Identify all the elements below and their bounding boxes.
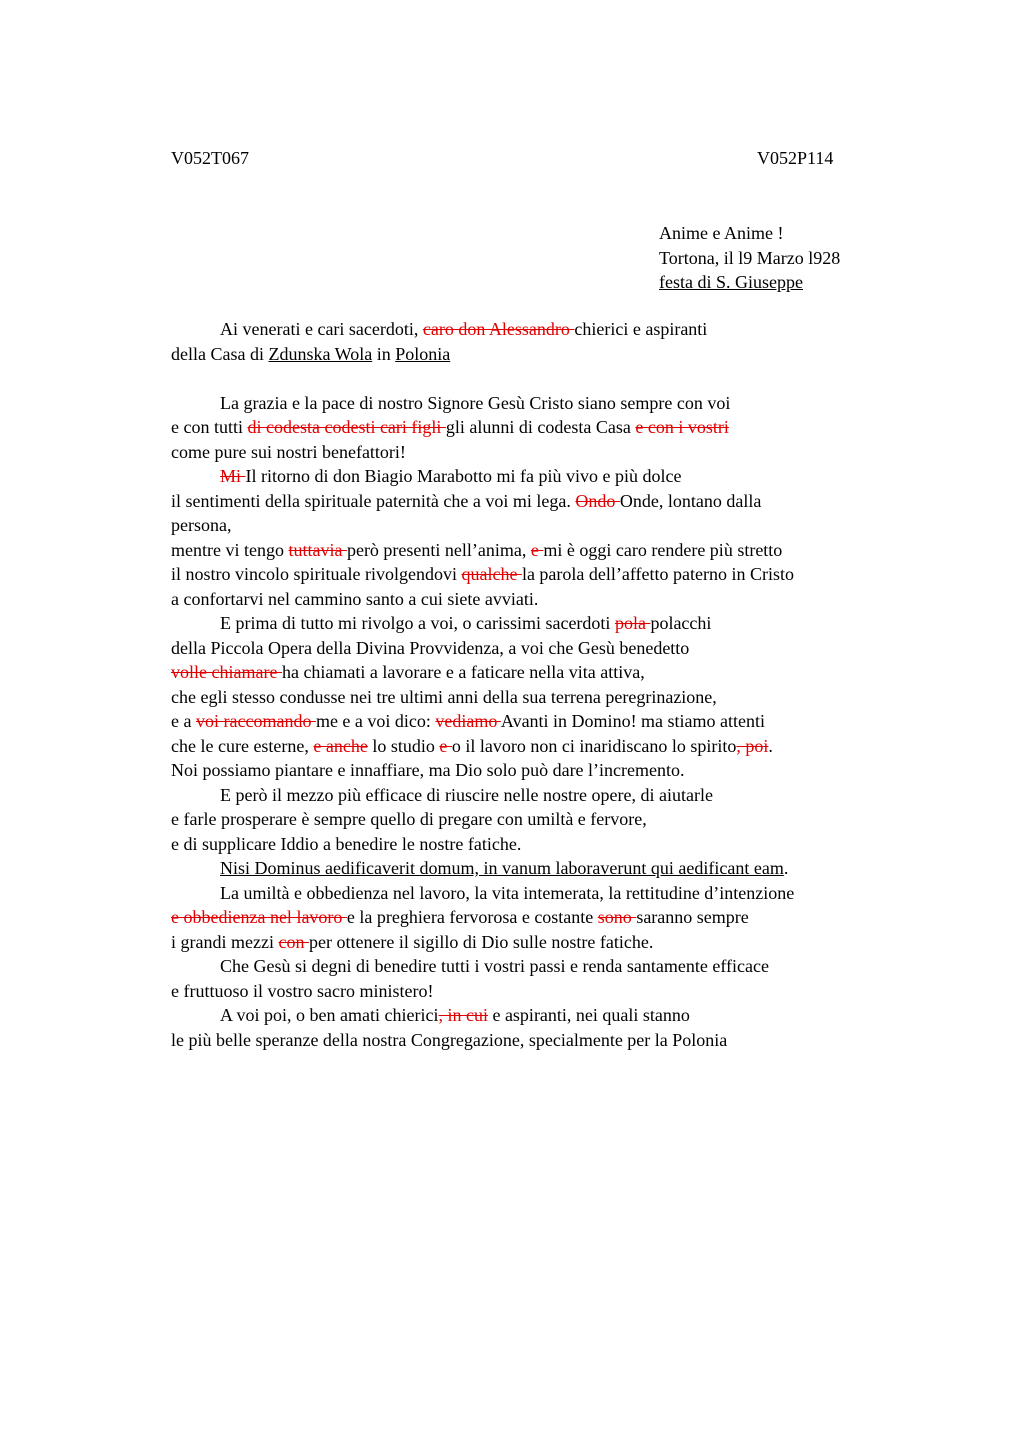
letter-line	[171, 317, 911, 342]
letter-line	[171, 660, 911, 685]
text-segment: La umiltà e obbedienza nel lavoro, la vita intemerata, la rettitudine d’intenzione	[220, 882, 795, 903]
text-segment: e fruttuoso il vostro sacro ministero!	[171, 980, 434, 1001]
feast-day	[659, 270, 840, 295]
text-segment: a confortarvi nel cammino santo a cui siete avviati.	[171, 588, 539, 609]
deleted-text: qualche	[461, 564, 522, 584]
letter-line	[171, 611, 911, 636]
place-date: Tortona, il l9 Marzo l928	[659, 247, 841, 268]
text-segment: mi è oggi caro rendere più stretto	[543, 539, 783, 560]
letter-line	[171, 734, 911, 759]
letter-line	[171, 1028, 911, 1053]
text-segment: persona,	[171, 515, 232, 535]
text-segment: Che Gesù si degni di benedire tutti i vostri passi e renda santamente efficace	[220, 956, 769, 976]
text-segment: della Piccola Opera della Divina Provvidenza, a voi che Gesù benedetto	[171, 637, 690, 658]
letter-line	[171, 832, 911, 857]
text-segment: lo studio	[367, 735, 440, 756]
text-segment: che le cure esterne,	[171, 735, 314, 756]
text-segment: polacchi	[650, 613, 712, 633]
deleted-text: e	[530, 539, 544, 560]
motto: Anime e Anime !	[659, 223, 784, 243]
letter-line	[171, 905, 911, 930]
text-segment: Il ritorno di don Biagio Marabotto mi fa più vivo e più dolce	[245, 466, 682, 486]
place-date-block	[659, 221, 840, 295]
text-segment: i grandi mezzi	[171, 931, 279, 952]
letter-line	[171, 1003, 911, 1028]
deleted-text: e con i vostri	[635, 417, 729, 437]
text-segment: e aspiranti, nei quali stanno	[487, 1005, 690, 1025]
deleted-text: con	[278, 931, 309, 952]
underlined-text: Zdunska Wola	[268, 343, 373, 364]
deleted-text: Ondo	[575, 490, 620, 511]
letter-line	[171, 979, 911, 1004]
underlined-text: Polonia	[395, 343, 451, 364]
text-segment: ha chiamati a lavorare e a faticare nella vita attiva,	[281, 662, 645, 682]
text-segment: per ottenere il sigillo di Dio sulle nostre fatiche.	[308, 931, 654, 952]
text-segment: in	[372, 343, 396, 364]
text-segment: il nostro vincolo spirituale rivolgendovi	[171, 564, 462, 584]
text-segment: Noi possiamo piantare e innaffiare, ma Dio solo può dare l’incremento.	[171, 760, 685, 780]
text-segment: Onde, lontano dalla	[619, 490, 762, 511]
text-segment: però presenti nell’anima,	[346, 539, 531, 560]
deleted-text: vediamo	[435, 711, 501, 731]
text-segment: Ai venerati e cari sacerdoti,	[220, 319, 423, 339]
letter-line	[171, 464, 911, 489]
letter-line	[171, 342, 911, 367]
deleted-text: , in cui	[438, 1005, 488, 1025]
deleted-text: e obbedienza nel lavoro	[171, 907, 347, 927]
letter-line	[171, 807, 911, 832]
deleted-text: voi raccomando	[195, 711, 316, 731]
text-segment: le più belle speranze della nostra Congregazione, specialmente per la Polonia	[171, 1029, 728, 1050]
letter-line	[171, 391, 911, 416]
letter-body	[171, 317, 911, 1052]
letter-line	[171, 954, 911, 979]
text-segment: o il lavoro non ci inaridiscano lo spirito	[451, 735, 737, 756]
deleted-text: Mi	[220, 466, 246, 486]
text-segment: e con tutti	[171, 417, 248, 437]
deleted-text: sono	[597, 907, 637, 927]
letter-line	[171, 930, 911, 955]
letter-line	[171, 513, 911, 538]
text-segment: il sentimenti della spirituale paternità che a voi mi lega.	[171, 490, 576, 511]
letter-line	[171, 783, 911, 808]
text-segment: e a	[171, 711, 196, 731]
deleted-text: tuttavia	[288, 539, 347, 560]
letter-line	[171, 685, 911, 710]
deleted-text: di codesta codesti cari figli	[247, 417, 446, 437]
letter-line	[171, 562, 911, 587]
text-segment: e farle prosperare è sempre quello di pregare con umiltà e fervore,	[171, 809, 647, 829]
letter-line	[171, 587, 911, 612]
latin-quote-line	[171, 856, 911, 881]
text-segment: me e a voi dico:	[315, 711, 436, 731]
text-segment: E prima di tutto mi rivolgo a voi, o carissimi sacerdoti	[220, 613, 615, 633]
deleted-text: caro don Alessandro	[422, 319, 575, 339]
text-segment: saranno sempre	[636, 907, 749, 927]
text-segment: e la preghiera fervorosa e costante	[346, 907, 598, 927]
letter-line	[171, 881, 911, 906]
paragraph-gap	[171, 366, 911, 391]
feast-day-text: festa di S. Giuseppe	[659, 272, 803, 292]
document-code-right: V052P114	[757, 148, 834, 168]
text-segment: Avanti in Domino! ma stiamo attenti	[500, 711, 766, 731]
underlined-text: Nisi Dominus aedificaverit domum, in vanum laboraverunt qui aedificant eam	[220, 858, 784, 878]
deleted-text: volle chiamare	[171, 662, 282, 682]
letter-line	[171, 636, 911, 661]
text-segment: La grazia e la pace di nostro Signore Gesù Cristo siano sempre con voi	[220, 392, 731, 413]
deleted-text: e	[439, 735, 452, 756]
letter-line	[171, 415, 911, 440]
letter-line	[171, 440, 911, 465]
text-segment: la parola dell’affetto paterno in Cristo	[521, 564, 795, 584]
document-code-left: V052T067	[171, 148, 249, 168]
text-segment: della Casa di	[171, 343, 269, 364]
text-segment: mentre vi tengo	[171, 539, 289, 560]
deleted-text: pola	[614, 613, 651, 633]
text-segment: chierici e aspiranti	[574, 319, 708, 339]
text-segment: A voi poi, o ben amati chierici	[220, 1005, 439, 1025]
deleted-text: e anche	[313, 735, 368, 756]
text-segment: che egli stesso condusse nei tre ultimi anni della sua terrena peregrinazione,	[171, 686, 717, 707]
text-segment: gli alunni di codesta Casa	[445, 417, 636, 437]
text-segment: .	[768, 735, 773, 756]
letter-line	[171, 538, 911, 563]
text-segment: E però il mezzo più efficace di riuscire nelle nostre opere, di aiutarle	[220, 784, 713, 805]
deleted-text: , poi	[736, 735, 769, 756]
text-segment: .	[783, 858, 789, 878]
text-segment: come pure sui nostri benefattori!	[171, 441, 406, 462]
text-segment: e di supplicare Iddio a benedire le nostre fatiche.	[171, 833, 522, 854]
letter-line	[171, 758, 911, 783]
letter-line	[171, 709, 911, 734]
letter-line	[171, 489, 911, 514]
